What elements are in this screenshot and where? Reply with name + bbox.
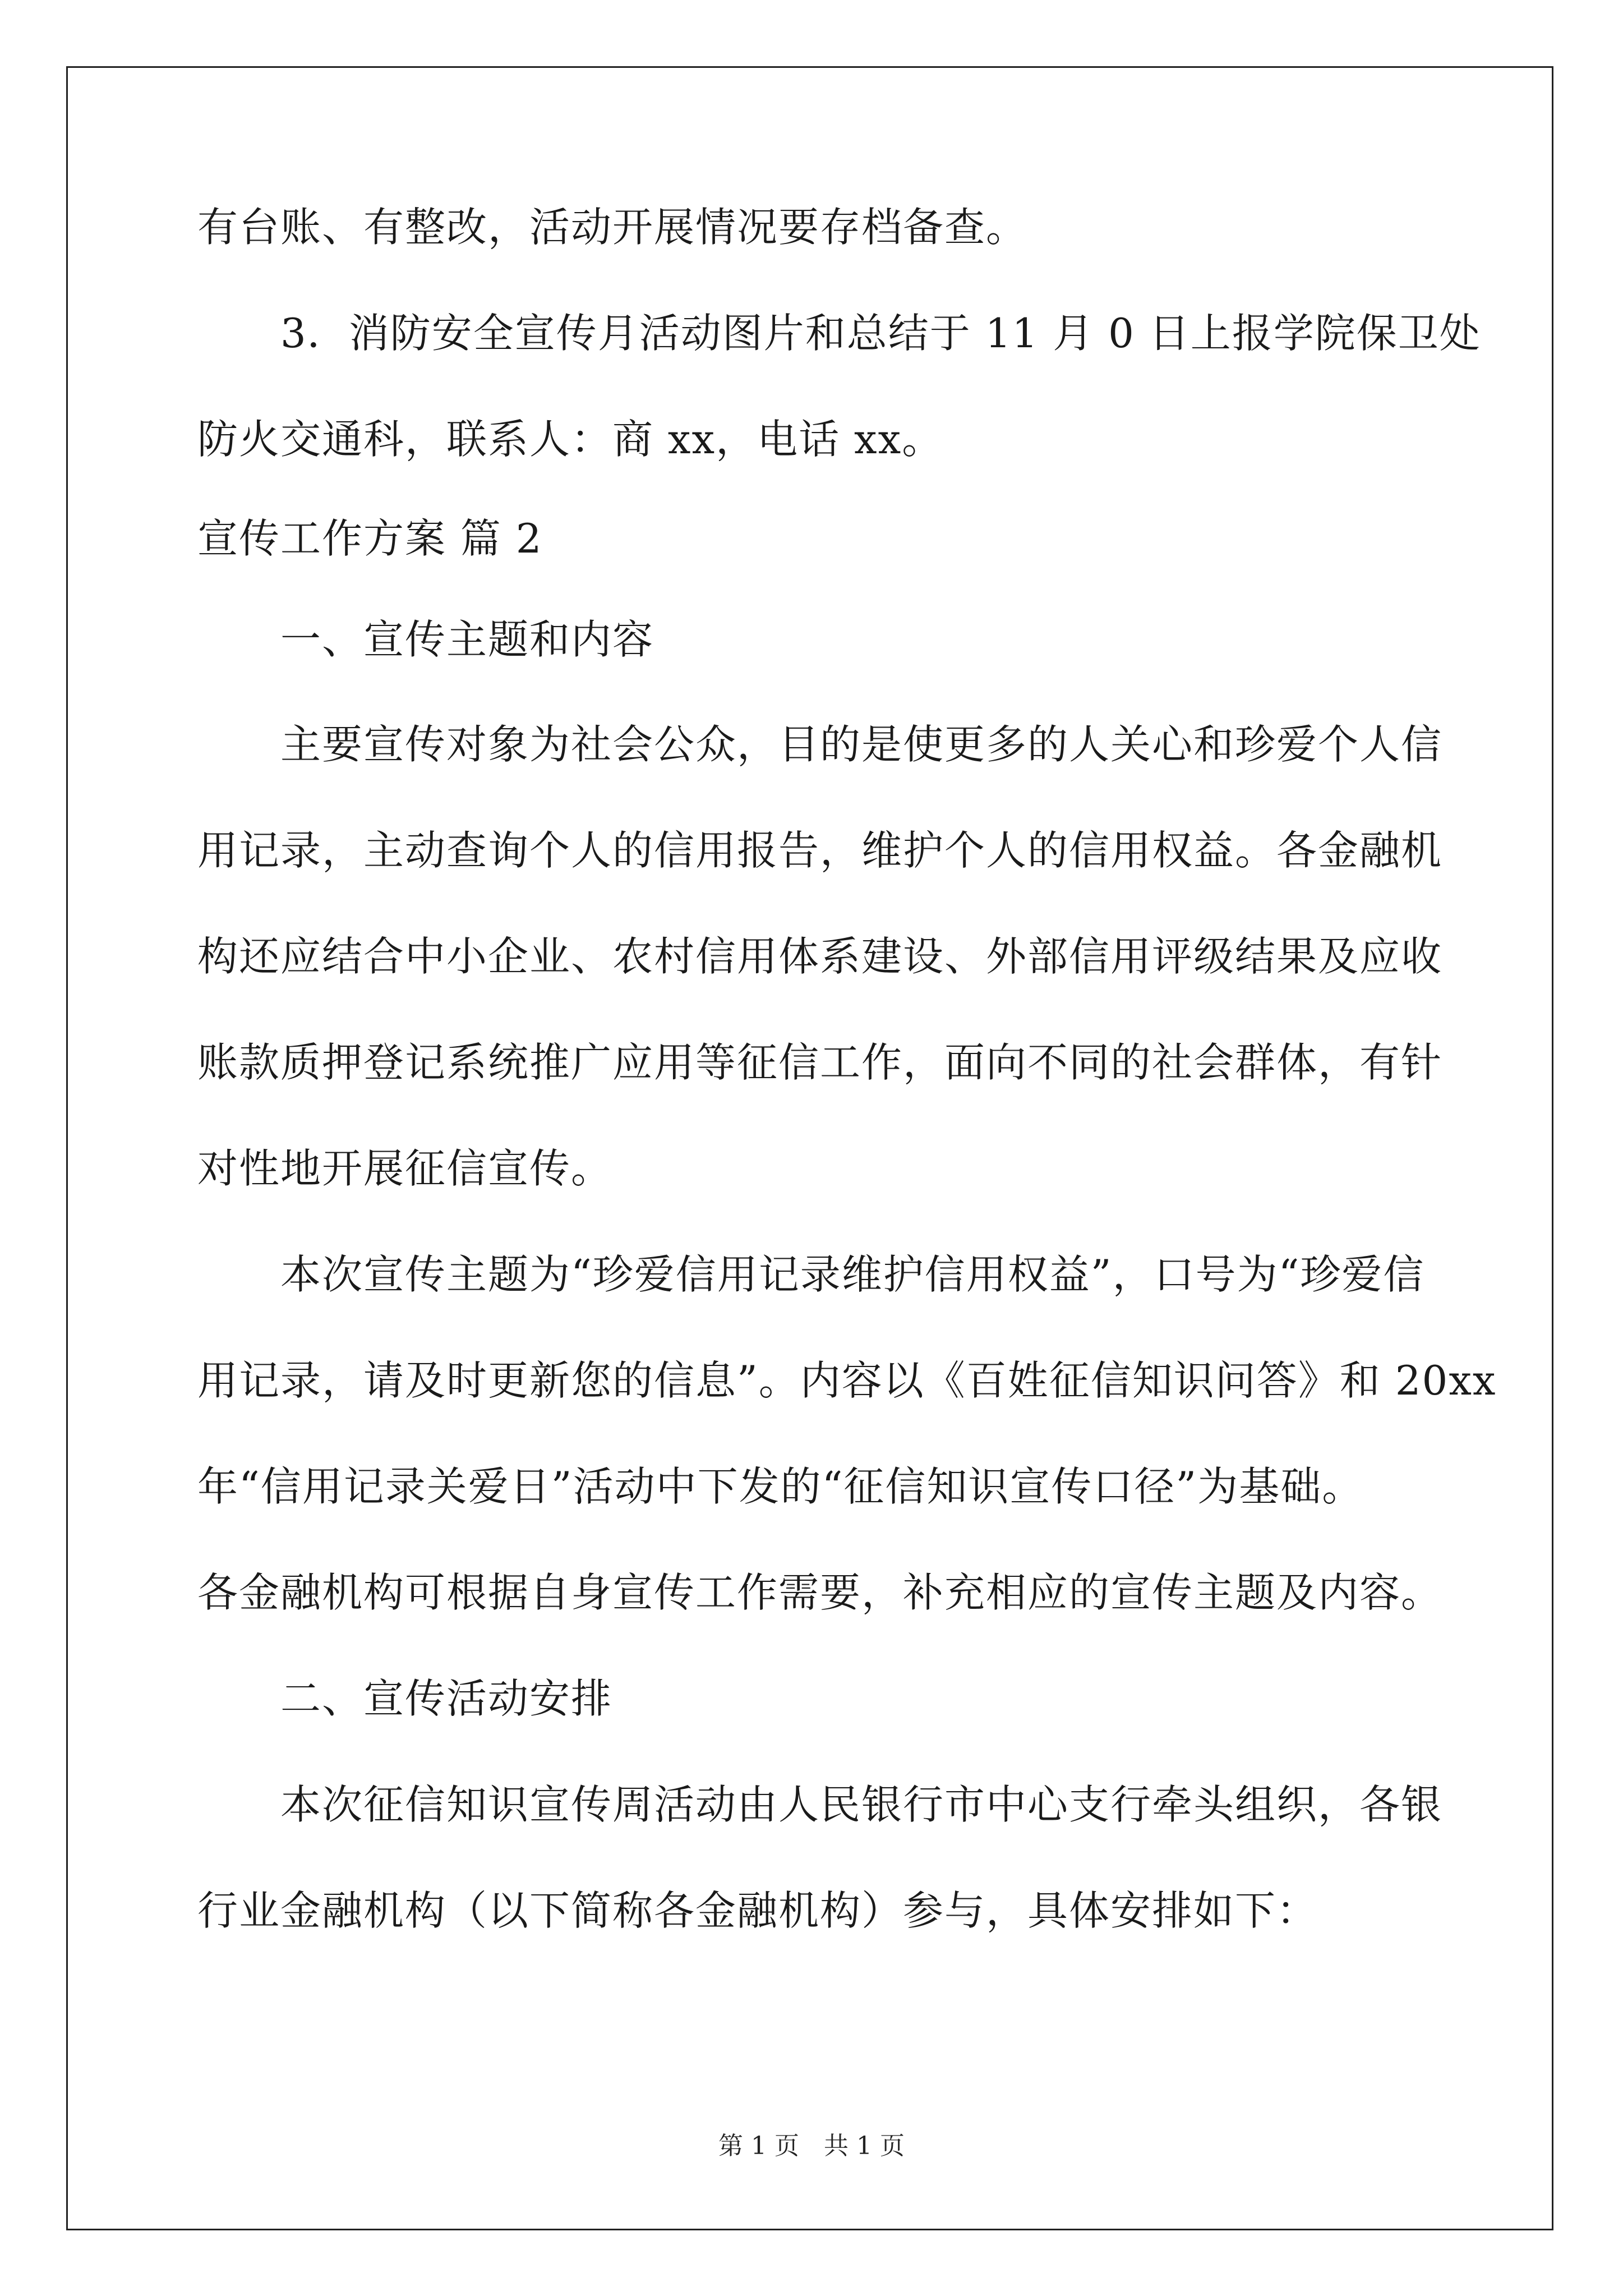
paragraph-line: 主要宣传对象为社会公众，目的是使更多的人关心和珍爱个人信 bbox=[280, 721, 1443, 768]
paragraph-line: 各金融机构可根据自身宣传工作需要，补充相应的宣传主题及内容。 bbox=[197, 1569, 1443, 1616]
paragraph-line: 年“信用记录关爱日”活动中下发的“征信知识宣传口径”为基础。 bbox=[197, 1463, 1364, 1510]
paragraph-line: 本次征信知识宣传周活动由人民银行市中心支行牵头组织，各银 bbox=[280, 1781, 1443, 1828]
section-title: 宣传工作方案 篇 2 bbox=[197, 515, 543, 562]
paragraph-line: 构还应结合中小企业、农村信用体系建设、外部信用评级结果及应收 bbox=[197, 933, 1443, 980]
paragraph-line: 3．消防安全宣传月活动图片和总结于 11 月 0 日上报学院保卫处 bbox=[280, 310, 1481, 357]
section-heading: 一、宣传主题和内容 bbox=[280, 616, 654, 663]
paragraph-line: 防火交通科，联系人：商 xx，电话 xx。 bbox=[197, 416, 944, 463]
paragraph-line: 对性地开展征信宣传。 bbox=[197, 1145, 613, 1192]
paragraph-line: 本次宣传主题为“珍爱信用记录维护信用权益”，口号为“珍爱信 bbox=[280, 1251, 1425, 1298]
paragraph-line: 有台账、有整改，活动开展情况要存档备查。 bbox=[197, 204, 1028, 251]
paragraph-line: 用记录，主动查询个人的信用报告，维护个人的信用权益。各金融机 bbox=[197, 827, 1443, 874]
page-number: 第 1 页 共 1 页 bbox=[718, 2132, 905, 2160]
paragraph-line: 用记录，请及时更新您的信息”。内容以《百姓征信知识问答》和 20xx bbox=[197, 1357, 1497, 1404]
paragraph-line: 账款质押登记系统推广应用等征信工作，面向不同的社会群体，有针 bbox=[197, 1039, 1443, 1086]
section-heading: 二、宣传活动安排 bbox=[280, 1675, 613, 1722]
paragraph-line: 行业金融机构（以下简称各金融机构）参与，具体安排如下： bbox=[197, 1887, 1318, 1934]
